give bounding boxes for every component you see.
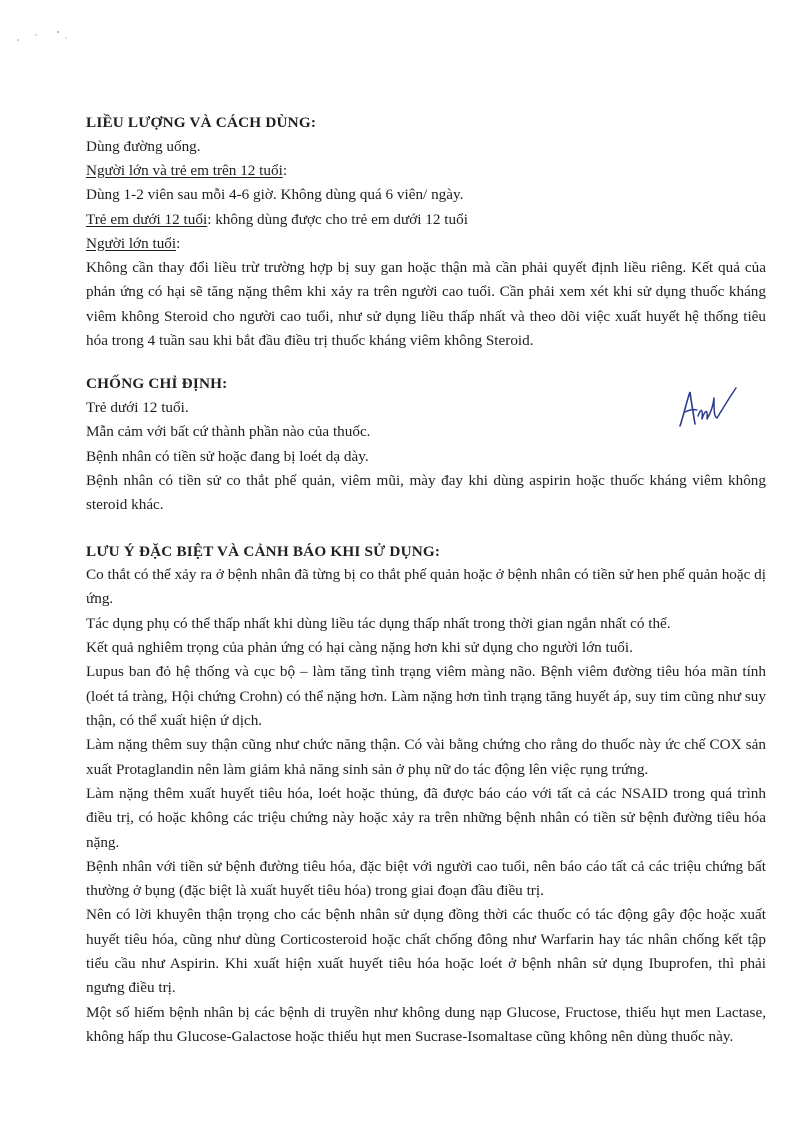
contraindication-item: Bệnh nhân có tiền sử hoặc đang bị loét dạ dày. — [86, 447, 369, 465]
warning-item: Làm nặng thêm suy thận cũng như chức năng thận. Có vài bằng chứng cho rằng do thuốc này ức chế COX sản xuất Protaglandin nên làm giảm khả năng sinh sản ở phụ nữ do tác động lên việc rụng trứng. — [86, 736, 766, 778]
warning-item: Làm nặng thêm xuất huyết tiêu hóa, loét hoặc thủng, đã được báo cáo với tất cả các NSAID trong quá trình điều trị, có hoặc không các triệu chứng này hoặc xảy ra trên những bệnh nhân có tiền sử bệnh đường tiêu hóa nặng. — [86, 784, 766, 851]
adult-dosage-label: Người lớn và trẻ em trên 12 tuổi — [86, 161, 283, 179]
scan-specks — [14, 26, 74, 46]
child-dosage-line — [86, 208, 766, 232]
elderly-dosage-label: Người lớn tuổi — [86, 234, 177, 252]
handwritten-signature-icon — [676, 386, 740, 430]
contraindication-item: Bệnh nhân có tiền sử co thắt phế quản, viêm mũi, mày đay khi dùng aspirin hoặc thuốc kháng viêm không steroid khác. — [86, 471, 766, 514]
contraindication-item: Trẻ dưới 12 tuổi. — [86, 398, 189, 416]
child-dosage-text: : không dùng được cho trẻ em dưới 12 tuổi — [207, 210, 468, 228]
contraindications-section — [86, 372, 766, 517]
warning-item: Co thắt có thể xảy ra ở bệnh nhân đã từng bị co thắt phế quản hoặc ở bệnh nhân có tiền sử hen phế quản hoặc dị ứng. — [86, 566, 766, 608]
contraindication-item: Mẫn cảm với bất cứ thành phần nào của thuốc. — [86, 423, 371, 441]
warning-item: Lupus ban đỏ hệ thống và cục bộ – làm tăng tình trạng viêm màng não. Bệnh viêm đường tiêu hóa mãn tính (loét tá tràng, Hội chứng Crohn) có thể nặng hơn. Làm nặng hơn tình trạng tăng huyết áp, suy tim cũng như suy thận, có thể xuất hiện ứ dịch. — [86, 663, 766, 729]
warning-item: Tác dụng phụ có thể thấp nhất khi dùng liều tác dụng thấp nhất trong thời gian ngắn nhất có thể. — [86, 614, 671, 632]
warnings-section — [86, 540, 766, 1050]
adult-dosage-text: Dùng 1-2 viên sau mỗi 4-6 giờ. Không dùng quá 6 viên/ ngày. — [86, 186, 464, 204]
dosage-route: Dùng đường uống. — [86, 137, 201, 155]
adult-dosage-label-line: Người lớn và trẻ em trên 12 tuổi: — [86, 161, 288, 179]
warning-item: Nên có lời khuyên thận trọng cho các bệnh nhân sử dụng đồng thời các thuốc có tác động gây độc hoặc xuất huyết tiêu hóa, cũng như dùng Corticosteroid hoặc chất chống đông như Warfarin hay tác nhân chống kết tập tiểu cầu như Aspirin. Khi xuất hiện xuất huyết tiêu hóa hoặc loét ở bệnh nhân sử dụng Ibuprofen, thì phải ngưng điều trị. — [86, 906, 766, 997]
warning-item: Bệnh nhân với tiền sử bệnh đường tiêu hóa, đặc biệt với người cao tuổi, nên báo cáo tất cả các triệu chứng bất thường ở bụng (đặc biệt là xuất huyết tiêu hóa) trong giai đoạn đầu điều trị. — [86, 857, 766, 900]
dosage-heading: LIỀU LƯỢNG VÀ CÁCH DÙNG: — [86, 114, 317, 131]
elderly-dosage-label-line: Người lớn tuổi: — [86, 234, 181, 252]
warnings-heading: LƯU Ý ĐẶC BIỆT VÀ CẢNH BÁO KHI SỬ DỤNG: — [86, 542, 441, 560]
warning-item: Kết quả nghiêm trọng của phản ứng có hại càng nặng hơn khi sử dụng cho người lớn tuổi. — [86, 639, 633, 656]
warning-item: Một số hiếm bệnh nhân bị các bệnh di truyền như không dung nạp Glucose, Fructose, thiếu hụt men Lactase, không hấp thu Glucose-Galactose hoặc thiếu hụt men Sucrase-Isomaltase cũng không nên dùng thuốc này. — [86, 1003, 766, 1045]
child-dosage-label: Trẻ em dưới 12 tuổi — [86, 210, 208, 228]
document-content — [86, 111, 766, 1049]
elderly-dosage-text: Không cần thay đổi liều trừ trường hợp bị suy gan hoặc thận mà cần phải quyết định liều riêng. Kết quả của phản ứng có hại sẽ tăng nặng thêm khi xảy ra trên người cao tuổi. Cần phải xem xét khi sử dụng thuốc kháng viêm không Steroid cho người cao tuổi, như sử dụng liều thấp nhất và theo dõi việc xuất huyết hệ thống tiêu hóa trong 4 tuần sau khi bắt đầu điều trị thuốc kháng viêm không Steroid. — [86, 259, 766, 350]
dosage-section — [86, 111, 766, 353]
contraindications-heading: CHỐNG CHỈ ĐỊNH: — [86, 375, 228, 393]
